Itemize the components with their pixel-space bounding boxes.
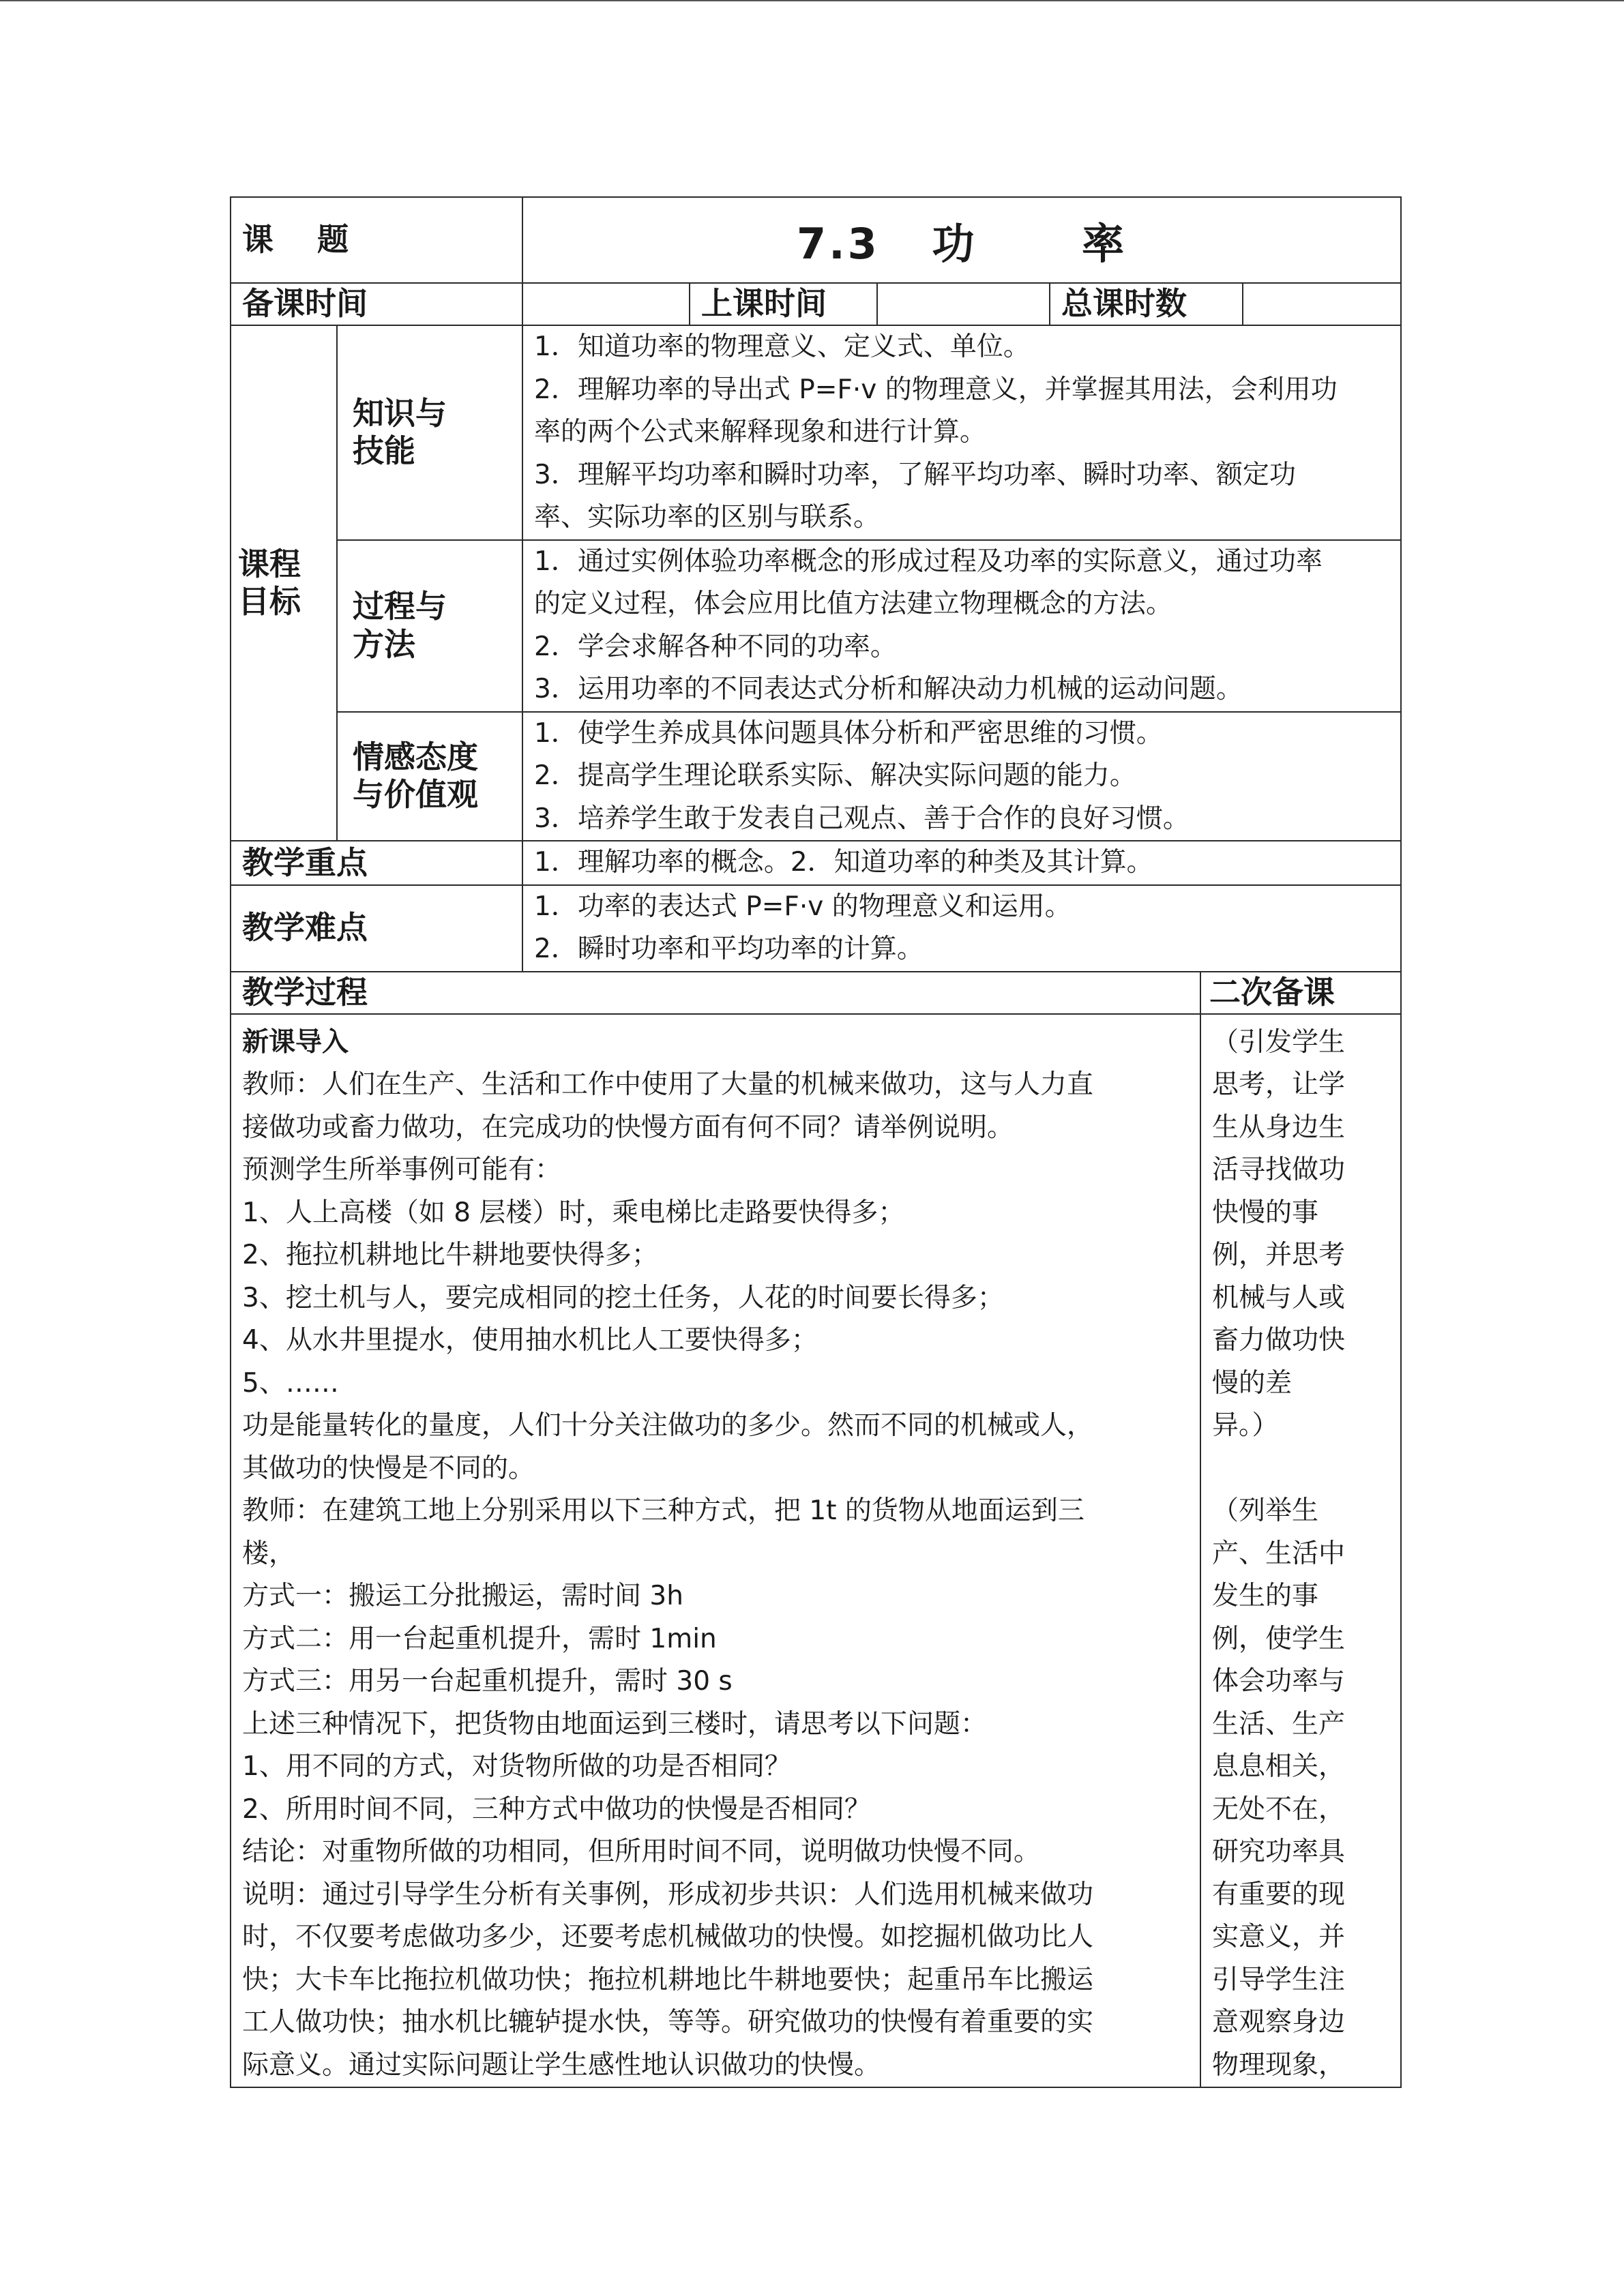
note-line: 机械与人或 bbox=[1212, 1282, 1346, 1313]
process-label-line-1: 过程与 bbox=[353, 588, 447, 625]
note-line: 思考，让学 bbox=[1212, 1069, 1346, 1100]
attitude-line-1: 1．使学生养成具体问题具体分析和严密思维的习惯。 bbox=[534, 717, 1163, 749]
process-body-line: 4、从水井里提水，使用抽水机比人工要快得多； bbox=[242, 1325, 818, 1356]
process-body-line: 1、用不同的方式，对货物所做的功是否相同？ bbox=[242, 1751, 791, 1782]
process-line-3: 2．学会求解各种不同的功率。 bbox=[534, 631, 897, 662]
process-body-line: 时，不仅要考虑做功多少，还要考虑机械做功的快慢。如挖掘机做功比人 bbox=[242, 1922, 1094, 1952]
topic-label: 课 题 bbox=[242, 221, 349, 258]
section-heading: 新课导入 bbox=[242, 1026, 349, 1058]
row-goal-attitude bbox=[231, 712, 1401, 841]
note-line: 息息相关， bbox=[1212, 1751, 1346, 1782]
note-line: 生从身边生 bbox=[1212, 1112, 1346, 1143]
row-process-body bbox=[231, 1014, 1401, 2088]
note-line: 有重要的现 bbox=[1212, 1879, 1346, 1910]
process-line-4: 3．运用功率的不同表达式分析和解决动力机械的运动问题。 bbox=[534, 674, 1243, 704]
class-time-label-cell bbox=[690, 283, 877, 325]
row-process-header bbox=[231, 972, 1401, 1014]
knowledge-line-4: 3．理解平均功率和瞬时功率，了解平均功率、瞬时功率、额定功 bbox=[534, 459, 1296, 490]
knowledge-line-3: 率的两个公式来解释现象和进行计算。 bbox=[534, 417, 987, 447]
key-points-content bbox=[522, 841, 1401, 885]
class-time-value bbox=[877, 283, 1050, 325]
row-topic bbox=[231, 197, 1401, 283]
process-label-line-2: 方法 bbox=[353, 625, 415, 663]
note-line: 物理现象， bbox=[1212, 2049, 1346, 2081]
process-body-line: 2、拖拉机耕地比牛耕地要快得多； bbox=[242, 1240, 658, 1270]
knowledge-content bbox=[522, 325, 1401, 540]
process-body-line: 上述三种情况下，把货物由地面运到三楼时，请思考以下问题： bbox=[242, 1708, 988, 1740]
attitude-label-line-1: 情感态度 bbox=[353, 739, 478, 776]
total-hours-value bbox=[1243, 283, 1401, 325]
goals-label-cell bbox=[231, 325, 337, 841]
knowledge-line-5: 率、实际功率的区别与联系。 bbox=[534, 502, 881, 533]
prep-time-label-cell bbox=[231, 283, 522, 325]
process-body-line: 方式二：用一台起重机提升，需时 1min bbox=[242, 1623, 717, 1654]
process-line-1: 1．通过实例体验功率概念的形成过程及功率的实际意义，通过功率 bbox=[534, 546, 1323, 577]
key-points-label-cell bbox=[231, 841, 522, 885]
note-line: （列举生 bbox=[1212, 1495, 1319, 1526]
process-body-line: 教师：人们在生产、生活和工作中使用了大量的机械来做功，这与人力直 bbox=[242, 1069, 1094, 1100]
row-goal-knowledge bbox=[231, 325, 1401, 540]
process-body-line: 方式三：用另一台起重机提升，需时 30 s bbox=[242, 1666, 733, 1697]
note-line: 发生的事 bbox=[1212, 1581, 1319, 1611]
note-gap bbox=[1212, 1448, 1389, 1491]
process-body-line: 接做功或畜力做功，在完成功的快慢方面有何不同？请举例说明。 bbox=[242, 1112, 1014, 1143]
lesson-title-cell bbox=[522, 197, 1401, 283]
attitude-label-line-2: 与价值观 bbox=[353, 776, 478, 814]
process-body-line: 3、挖土机与人，要完成相同的挖土任务，人花的时间要长得多； bbox=[242, 1282, 1004, 1313]
process-body-line: 际意义。通过实际问题让学生感性地认识做功的快慢。 bbox=[242, 2049, 881, 2081]
difficulties-label-cell bbox=[231, 885, 522, 972]
process-body-line: 工人做功快；抽水机比辘轳提水快，等等。研究做功的快慢有着重要的实 bbox=[242, 2007, 1094, 2038]
knowledge-label-line-1: 知识与 bbox=[353, 395, 447, 432]
attitude-line-2: 2．提高学生理论联系实际、解决实际问题的能力。 bbox=[534, 760, 1136, 791]
note-line: 快慢的事 bbox=[1212, 1197, 1319, 1228]
difficulties-line-1: 1．功率的表达式 P=F·v 的物理意义和运用。 bbox=[534, 891, 1072, 922]
row-goal-process bbox=[231, 540, 1401, 712]
process-content bbox=[522, 540, 1401, 712]
prep-time-label: 备课时间 bbox=[242, 285, 368, 323]
process-body-line: 5、…… bbox=[242, 1367, 339, 1399]
note-line: （引发学生 bbox=[1212, 1026, 1346, 1058]
note-line: 产、生活中 bbox=[1212, 1538, 1346, 1569]
second-prep-label-cell bbox=[1200, 972, 1401, 1014]
lesson-plan-table bbox=[230, 196, 1402, 2088]
process-body-line: 1、人上高楼（如 8 层楼）时，乘电梯比走路要快得多； bbox=[242, 1197, 905, 1228]
process-body-line: 快；大卡车比拖拉机做功快；拖拉机耕地比牛耕地要快；起重吊车比搬运 bbox=[242, 1964, 1094, 1995]
note-line: 例，使学生 bbox=[1212, 1623, 1346, 1654]
process-body-line: 预测学生所举事例可能有： bbox=[242, 1154, 562, 1185]
total-hours-label-cell bbox=[1050, 283, 1243, 325]
process-body-line: 功是能量转化的量度，人们十分关注做功的多少。然而不同的机械或人， bbox=[242, 1410, 1094, 1441]
note-line: 体会功率与 bbox=[1212, 1666, 1346, 1697]
note-line: 意观察身边 bbox=[1212, 2007, 1346, 2038]
knowledge-label-cell bbox=[337, 325, 522, 540]
difficulties-line-2: 2．瞬时功率和平均功率的计算。 bbox=[534, 934, 924, 964]
process-body-line: 2、所用时间不同，三种方式中做功的快慢是否相同？ bbox=[242, 1793, 871, 1825]
process-body-line: 方式一：搬运工分批搬运，需时间 3h bbox=[242, 1581, 683, 1611]
process-body-line: 结论：对重物所做的功相同，但所用时间不同，说明做功快慢不同。 bbox=[242, 1836, 1041, 1867]
goals-label-line-2: 目标 bbox=[238, 583, 301, 620]
teaching-process-content bbox=[231, 1014, 1200, 2088]
row-times bbox=[231, 283, 1401, 325]
attitude-label-cell bbox=[337, 712, 522, 841]
process-line-2: 的定义过程，体会应用比值方法建立物理概念的方法。 bbox=[534, 588, 1173, 619]
attitude-content bbox=[522, 712, 1401, 841]
note-line: 研究功率具 bbox=[1212, 1836, 1346, 1867]
teaching-process-label: 教学过程 bbox=[242, 973, 368, 1011]
knowledge-line-2: 2．理解功率的导出式 P=F·v 的物理意义，并掌握其用法，会利用功 bbox=[534, 374, 1338, 405]
top-border-line bbox=[0, 0, 1624, 1]
note-line: 畜力做功快 bbox=[1212, 1325, 1346, 1356]
process-body-line: 说明：通过引导学生分析有关事例，形成初步共识：人们选用机械来做功 bbox=[242, 1879, 1094, 1910]
row-difficulties bbox=[231, 885, 1401, 972]
key-points-label: 教学重点 bbox=[242, 844, 368, 881]
difficulties-content bbox=[522, 885, 1401, 972]
process-label-cell bbox=[337, 540, 522, 712]
knowledge-label-line-2: 技能 bbox=[353, 432, 415, 470]
note-line: 实意义，并 bbox=[1212, 1922, 1346, 1952]
row-key-points bbox=[231, 841, 1401, 885]
note-line: 生活、生产 bbox=[1212, 1708, 1346, 1740]
note-line: 引导学生注 bbox=[1212, 1964, 1346, 1995]
knowledge-line-1: 1．知道功率的物理意义、定义式、单位。 bbox=[534, 331, 1030, 362]
note-line: 异。） bbox=[1212, 1410, 1279, 1441]
topic-label-cell bbox=[231, 197, 522, 283]
difficulties-label: 教学难点 bbox=[242, 909, 368, 946]
second-prep-notes bbox=[1200, 1014, 1401, 2088]
note-line: 无处不在， bbox=[1212, 1793, 1346, 1825]
note-line: 活寻找做功 bbox=[1212, 1154, 1346, 1185]
key-points-line-1: 1．理解功率的概念。2．知道功率的种类及其计算。 bbox=[534, 847, 1153, 878]
class-time-label: 上课时间 bbox=[701, 285, 827, 323]
second-prep-label: 二次备课 bbox=[1209, 973, 1335, 1011]
lesson-title: 7.3 功 率 bbox=[796, 218, 1127, 269]
total-hours-label: 总课时数 bbox=[1061, 285, 1187, 323]
process-body-line: 其做功的快慢是不同的。 bbox=[242, 1452, 535, 1484]
attitude-line-3: 3．培养学生敢于发表自己观点、善于合作的良好习惯。 bbox=[534, 803, 1190, 834]
process-body-line: 教师：在建筑工地上分别采用以下三种方式，把 1t 的货物从地面运到三 bbox=[242, 1495, 1084, 1526]
note-line: 慢的差 bbox=[1212, 1367, 1293, 1399]
note-line: 例，并思考 bbox=[1212, 1240, 1346, 1270]
teaching-process-label-cell bbox=[231, 972, 1200, 1014]
process-body-line: 楼， bbox=[242, 1538, 296, 1569]
goals-label-line-1: 课程 bbox=[238, 545, 301, 582]
prep-time-value bbox=[522, 283, 690, 325]
